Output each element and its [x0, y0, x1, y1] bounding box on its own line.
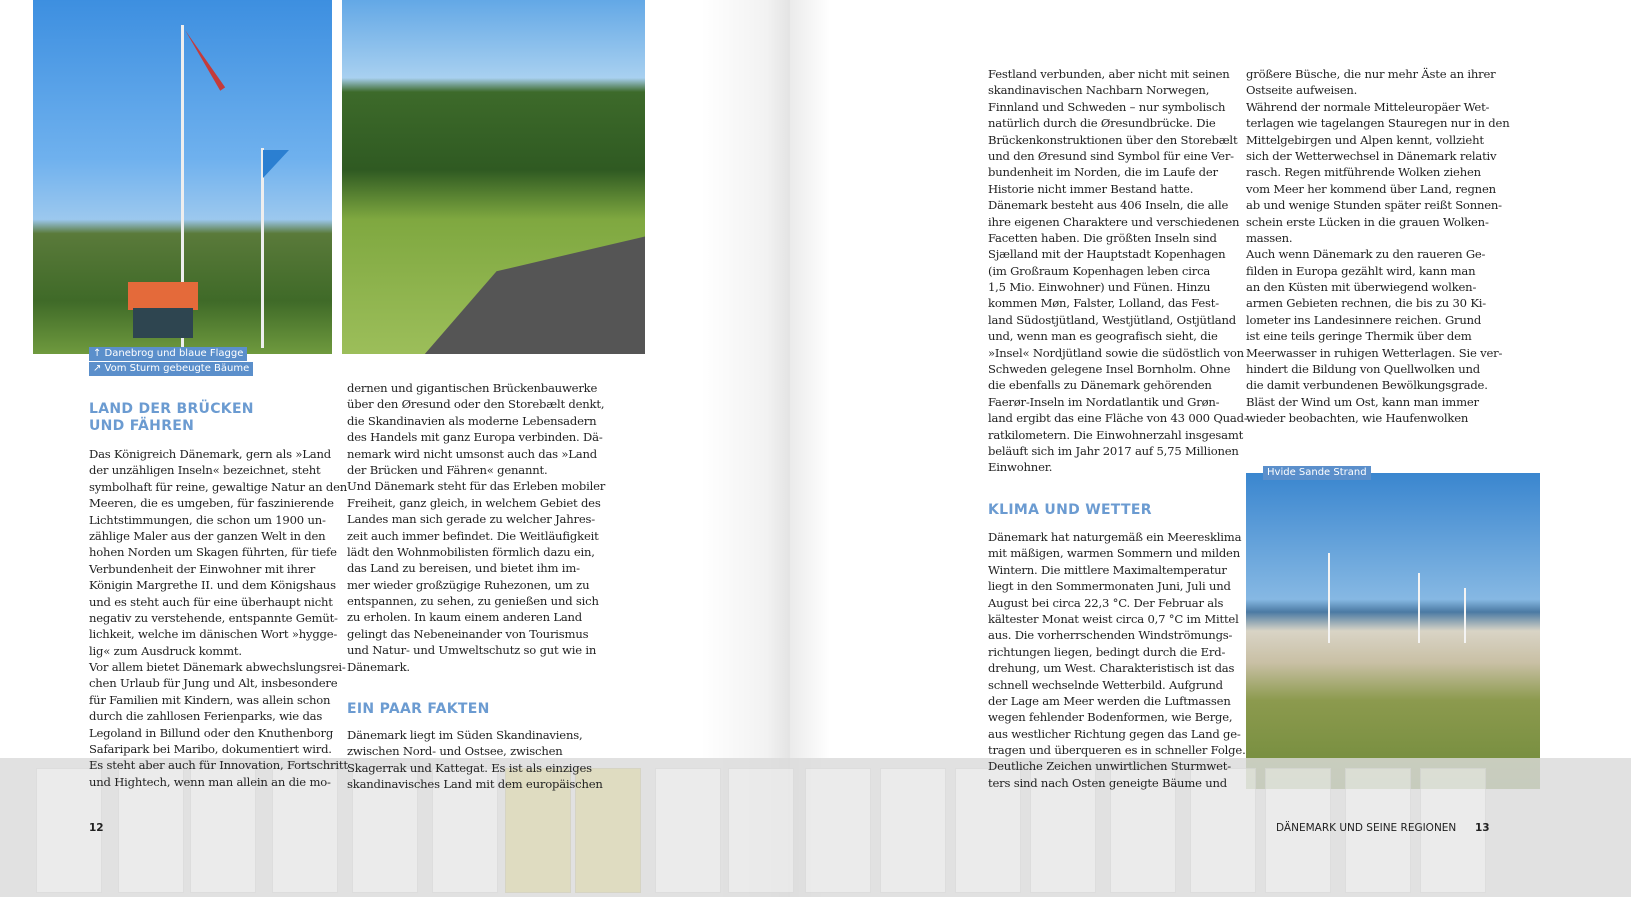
text-line: der Lage am Meer werden die Luftmassen: [988, 693, 1231, 708]
text-column: [347, 380, 605, 675]
text-line: die ebenfalls zu Dänemark gehörenden: [988, 378, 1212, 393]
text-line: Lichtstimmungen, die schon um 1900 un-: [89, 512, 326, 527]
text-line: Legoland in Billund oder den Knuthenborg: [89, 725, 334, 740]
house: [133, 308, 193, 338]
text-line: die Skandinavien als moderne Lebensadern: [347, 413, 597, 428]
text-line: Safaripark bei Maribo, dokumentiert wird.: [89, 742, 332, 757]
text-line: (im Großraum Kopenhagen leben circa: [988, 263, 1211, 278]
text-line: Dänemark besteht aus 406 Inseln, die alle: [988, 198, 1229, 213]
text-line: das Land zu bereisen, und bietet ihm im-: [347, 561, 580, 576]
text-line: schnell wechselnde Wetterbild. Aufgrund: [988, 677, 1223, 692]
photo-flags: [33, 0, 332, 354]
text-line: und Hightech, wenn man allein an die mo-: [89, 774, 331, 789]
wind-turbine: [1328, 553, 1330, 643]
text-line: Dänemark liegt im Süden Skandinaviens,: [347, 728, 583, 742]
text-line: Vor allem bietet Dänemark abwechslungsrei-: [89, 660, 346, 675]
photo-caption: ↑ Danebrog und blaue Flagge: [89, 347, 247, 361]
running-title: DÄNEMARK UND SEINE REGIONEN: [1276, 822, 1457, 834]
text-line: skandinavischen Nachbarn Norwegen,: [988, 83, 1210, 98]
text-line: tragen und überqueren es in schneller Folge.: [988, 743, 1246, 758]
thumbnail[interactable]: [880, 768, 946, 893]
text-line: Faerør-Inseln im Nordatlantik und Grøn-: [988, 394, 1220, 409]
blue-flag: [263, 150, 289, 178]
text-line: der Brücken und Fähren« genannt.: [347, 462, 548, 477]
text-line: terlagen wie tagelangen Stauregen nur in den: [1246, 116, 1510, 131]
text-line: Historie nicht immer Bestand hatte.: [988, 181, 1194, 196]
text-line: Dänemark hat naturgemäß ein Meeresklima: [988, 530, 1242, 544]
text-line: und, wenn man es geografisch sieht, die: [988, 329, 1218, 344]
photo-windswept-trees: [342, 0, 645, 354]
text-line: liegt in den Sommermonaten Juni, Juli und: [988, 579, 1231, 594]
text-line: und es steht auch für eine überhaupt nicht: [89, 594, 333, 609]
text-column: [988, 66, 1248, 476]
text-line: drehung, um West. Charakteristisch ist das: [988, 661, 1235, 676]
text-line: symbolhaft für reine, gewaltige Natur an den: [89, 479, 347, 494]
text-line: über den Øresund oder den Storebælt denkt,: [347, 397, 605, 412]
text-line: Es steht aber auch für Innovation, Fortschritt: [89, 758, 348, 773]
text-line: kommen Møn, Falster, Lolland, das Fest-: [988, 296, 1219, 311]
text-line: ab und wenige Stunden später reißt Sonnen-: [1246, 198, 1502, 213]
text-line: Das Königreich Dänemark, gern als »Land: [89, 447, 331, 461]
text-line: aus. Die vorherrschenden Windströmungs-: [988, 628, 1233, 643]
text-line: lig« zum Ausdruck kommt.: [89, 643, 242, 658]
text-line: Deutliche Zeichen unwirtlichen Sturmwet-: [988, 759, 1231, 774]
text-line: Festland verbunden, aber nicht mit seinen: [988, 67, 1230, 81]
text-line: beläuft sich im Jahr 2017 auf 5,75 Millionen: [988, 443, 1239, 458]
text-line: Brückenkonstruktionen über den Storebælt: [988, 132, 1238, 147]
text-line: gelingt das Nebeneinander von Tourismus: [347, 626, 589, 641]
text-line: ist eine teils geringe Thermik über dem: [1246, 329, 1472, 344]
text-line: dernen und gigantischen Brückenbauwerke: [347, 381, 598, 395]
text-line: lädt den Wohnmobilisten förmlich dazu ein,: [347, 544, 595, 559]
text-line: lichkeit, welche im dänischen Wort »hygge-: [89, 627, 338, 642]
text-line: 1,5 Mio. Einwohner) und Fünen. Hinzu: [988, 280, 1211, 295]
text-line: größere Büsche, die nur mehr Äste an ihrer: [1246, 67, 1496, 81]
text-line: des Handels mit ganz Europa verbinden. Dä-: [347, 430, 603, 445]
text-line: Sjælland mit der Hauptstadt Kopenhagen: [988, 247, 1226, 262]
text-line: zwischen Nord- und Ostsee, zwischen: [347, 744, 563, 759]
text-line: filden in Europa gezählt wird, kann man: [1246, 263, 1476, 278]
text-line: durch die zahllosen Ferienparks, wie das: [89, 709, 323, 724]
text-line: zeit auch immer befindet. Die Weitläufigkeit: [347, 528, 599, 543]
text-column: [89, 446, 348, 790]
text-line: Meerwasser in ruhigen Wetterlagen. Sie ver-: [1246, 345, 1503, 360]
wind-turbine: [1464, 588, 1466, 643]
text-line: richtungen liegen, bedingt durch die Erd-: [988, 644, 1226, 659]
page-number-left: 12: [89, 822, 104, 834]
text-line: Freiheit, ganz gleich, in welchem Gebiet des: [347, 495, 601, 510]
text-line: Verbundenheit der Einwohner mit ihrer: [89, 561, 316, 576]
text-line: zählige Maler aus der ganzen Welt in den: [89, 528, 326, 543]
text-line: und Natur- und Umweltschutz so gut wie in: [347, 643, 597, 658]
text-line: bundenheit im Norden, die im Laufe der: [988, 165, 1218, 180]
thumbnail[interactable]: [655, 768, 721, 893]
text-line: sich der Wetterwechsel in Dänemark relativ: [1246, 148, 1497, 163]
text-line: nemark wird nicht umsonst auch das »Land: [347, 446, 597, 461]
text-line: mer wieder großzügige Ruhezonen, um zu: [347, 577, 590, 592]
text-line: Skagerrak und Kattegat. Es ist als einziges: [347, 760, 592, 775]
page-number-right: 13: [1475, 822, 1490, 834]
text-line: rasch. Regen mitführende Wolken ziehen: [1246, 165, 1481, 180]
text-line: Finnland und Schweden – nur symbolisch: [988, 99, 1226, 114]
text-line: Mittelgebirgen und Alpen kennt, vollzieht: [1246, 132, 1484, 147]
wind-turbine: [1418, 573, 1420, 643]
text-line: ihre eigenen Charaktere und verschiedenen: [988, 214, 1240, 229]
text-line: armen Gebieten rechnen, die bis zu 30 Ki-: [1246, 296, 1487, 311]
thumbnail[interactable]: [805, 768, 871, 893]
photo-caption: Hvide Sande Strand: [1263, 466, 1371, 480]
text-line: Auch wenn Dänemark zu den raueren Ge-: [1246, 247, 1486, 262]
text-line: Facetten haben. Die größten Inseln sind: [988, 230, 1217, 245]
text-line: die damit verbundenen Bewölkungsgrade.: [1246, 378, 1488, 393]
text-line: mit mäßigen, warmen Sommern und milden: [988, 546, 1240, 561]
text-line: entspannen, zu sehen, zu genießen und sich: [347, 594, 599, 609]
text-line: Landes man sich gerade zu welcher Jahres-: [347, 512, 595, 527]
text-line: Einwohner.: [988, 460, 1053, 475]
text-line: an den Küsten mit überwiegend wolken-: [1246, 280, 1477, 295]
section-heading: KLIMA UND WETTER: [988, 502, 1152, 518]
text-line: Während der normale Mitteleuropäer Wet-: [1246, 99, 1490, 114]
thumbnail[interactable]: [728, 768, 794, 893]
section-heading: [89, 401, 254, 435]
text-line: Und Dänemark steht für das Erleben mobiler: [347, 479, 606, 494]
text-line: Ostseite aufweisen.: [1246, 83, 1358, 98]
text-line: ratkilometern. Die Einwohnerzahl insgesamt: [988, 427, 1244, 442]
text-column: [988, 529, 1246, 791]
text-line: Dänemark.: [347, 659, 410, 674]
text-line: Schweden gelegene Insel Bornholm. Ohne: [988, 362, 1231, 377]
flagpole: [261, 148, 264, 348]
text-line: lometer ins Landesinnere reichen. Grund: [1246, 312, 1482, 327]
text-line: für Familien mit Kindern, was allein schon: [89, 692, 331, 707]
text-line: Meeren, die es umgeben, für faszinierende: [89, 496, 334, 511]
heading-line: UND FÄHREN: [89, 418, 195, 434]
text-line: und den Øresund sind Symbol für eine Ver-: [988, 148, 1234, 163]
text-column: [1246, 66, 1509, 427]
text-line: kältester Monat weist circa 0,7 °C im Mittel: [988, 611, 1239, 626]
text-line: August bei circa 22,3 °C. Der Februar als: [988, 595, 1224, 610]
text-line: hohen Norden um Skagen führten, für tiefe: [89, 545, 337, 560]
text-line: Königin Margrethe II. und dem Königshaus: [89, 578, 336, 593]
text-line: »Insel« Nordjütland sowie die südöstlich von: [988, 345, 1244, 360]
section-heading: EIN PAAR FAKTEN: [347, 701, 490, 717]
text-line: wegen fehlender Bodenformen, wie Berge,: [988, 710, 1233, 725]
house-roof: [128, 282, 198, 310]
text-line: ters sind nach Osten geneigte Bäume und: [988, 775, 1228, 790]
text-column: [347, 727, 603, 793]
text-line: Wintern. Die mittlere Maximaltemperatur: [988, 562, 1227, 577]
photo-caption: ↗ Vom Sturm gebeugte Bäume: [89, 362, 253, 376]
text-line: zu erholen. In kaum einem anderen Land: [347, 610, 583, 625]
text-line: massen.: [1246, 230, 1293, 245]
text-line: wieder beobachten, wie Haufenwolken: [1246, 411, 1469, 426]
text-line: chen Urlaub für Jung und Alt, insbesondere: [89, 676, 338, 691]
text-line: Bläst der Wind um Ost, kann man immer: [1246, 394, 1479, 409]
text-line: schein erste Lücken in die grauen Wolken-: [1246, 214, 1489, 229]
text-line: negativ zu verstehende, entspannte Gemüt-: [89, 610, 338, 625]
text-line: natürlich durch die Øresundbrücke. Die: [988, 116, 1216, 131]
text-line: land Südostjütland, Westjütland, Ostjütland: [988, 312, 1236, 327]
text-line: vom Meer her kommend über Land, regnen: [1246, 181, 1496, 196]
text-line: skandinavisches Land mit dem europäischen: [347, 777, 603, 792]
text-line: hindert die Bildung von Quellwolken und: [1246, 362, 1481, 377]
heading-line: LAND DER BRÜCKEN: [89, 401, 254, 417]
text-line: land ergibt das eine Fläche von 43 000 Quad-: [988, 411, 1248, 426]
text-line: der unzähligen Inseln« bezeichnet, steht: [89, 463, 321, 478]
text-line: aus westlicher Richtung gegen das Land ge-: [988, 726, 1241, 741]
road: [342, 179, 645, 354]
pennant-flag: [180, 30, 225, 91]
photo-hvide-sande-beach: [1246, 473, 1540, 789]
